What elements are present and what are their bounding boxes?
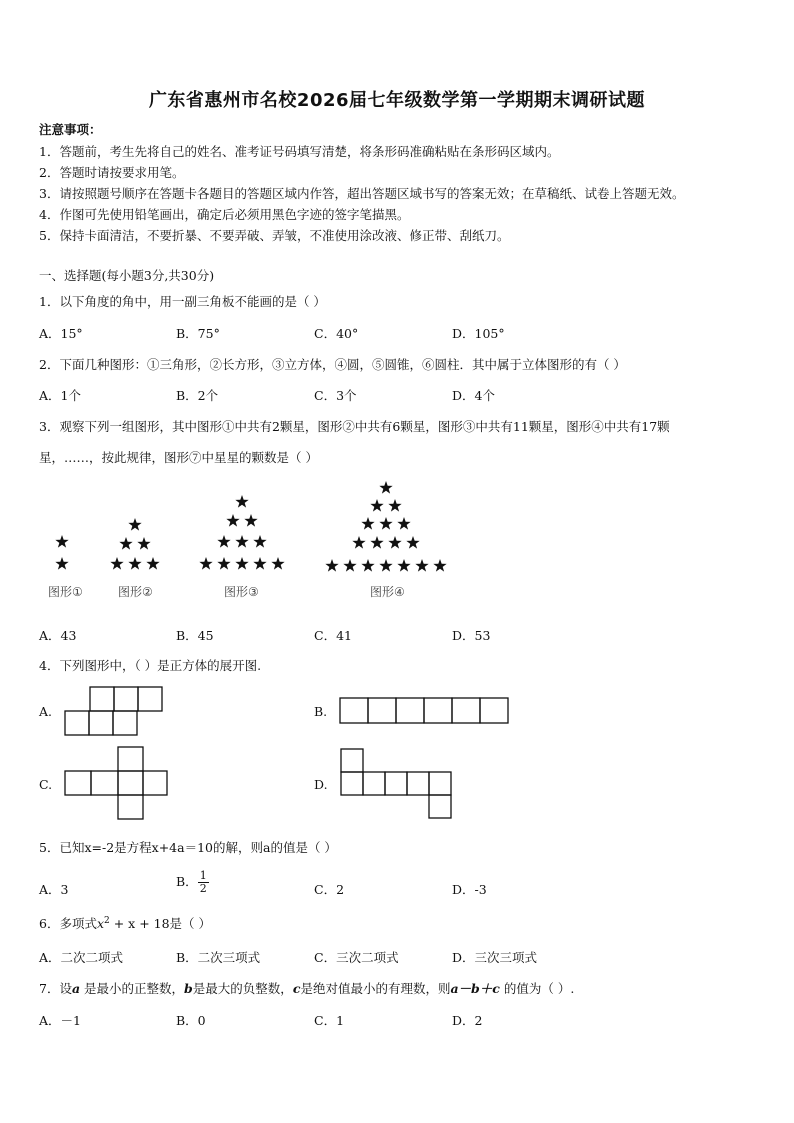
q1-option-b[interactable]: B．75° — [176, 326, 220, 341]
q5-option-b[interactable] — [176, 870, 209, 895]
figure-2-stars — [110, 518, 159, 570]
q7-var-a: a — [71, 981, 81, 996]
q6-option-d[interactable]: D．三次三项式 — [452, 950, 538, 965]
q4-option-a-label[interactable]: A. — [39, 704, 53, 719]
q5-option-d[interactable]: D．-3 — [452, 882, 487, 897]
question-4-stem: 4．下列图形中，（ ）是正方体的展开图. — [39, 658, 262, 673]
fraction-denominator: 2 — [199, 882, 207, 895]
q4-net-d — [340, 748, 456, 820]
q4-option-c-label[interactable]: C. — [39, 777, 53, 792]
notice-item: 5．保持卡面清洁，不要折暴、不要弄破、弄皱，不准使用涂改液、修正带、刮纸刀。 — [39, 228, 510, 243]
q7-option-d[interactable]: D．2 — [452, 1013, 483, 1028]
figure-1-stars — [55, 535, 68, 570]
fraction — [198, 870, 209, 895]
q7-text: 7．设 — [39, 981, 72, 996]
q3-option-a[interactable]: A．43 — [39, 628, 77, 643]
question-3-stem: 3．观察下列一组图形，其中图形①中共有2颗星，图形②中共有6颗星，图形③中共有11颗星，图形④中共有17颗 — [39, 419, 670, 434]
question-1-stem: 1．以下角度的角中，用一副三角板不能画的是（ ） — [39, 294, 326, 309]
q2-option-a[interactable]: A．1个 — [39, 388, 81, 403]
fraction-numerator: 1 — [199, 869, 207, 882]
notice-item: 4．作图可先使用铅笔画出，确定后必须用黑色字迹的签字笔描黑。 — [39, 207, 410, 222]
q6-expr-rest: + x + 18 — [109, 916, 170, 931]
q1-option-c[interactable]: C．40° — [314, 326, 359, 341]
q7-var-b: b — [184, 981, 193, 996]
q4-net-c — [64, 746, 168, 820]
figure-3-label: 图形③ — [224, 585, 259, 599]
figure-4-label: 图形④ — [370, 585, 405, 599]
section-heading: 一、选择题(每小题3分,共30分) — [39, 268, 215, 283]
page-title: 广东省惠州市名校2026届七年级数学第一学期期末调研试题 — [148, 90, 646, 111]
q6-expr-x: x — [96, 916, 105, 931]
q6-suffix: 是（ ） — [169, 916, 212, 931]
q3-option-c[interactable]: C．41 — [314, 628, 352, 643]
q7-option-b[interactable]: B．0 — [176, 1013, 206, 1028]
q7-text: 是绝对值最小的有理数，则 — [300, 981, 451, 996]
q2-option-b[interactable]: B．2个 — [176, 388, 219, 403]
q5-option-a[interactable]: A．3 — [39, 882, 69, 897]
q1-option-d[interactable]: D．105° — [452, 326, 505, 341]
q5-option-c[interactable]: C．2 — [314, 882, 345, 897]
q6-option-c[interactable]: C．三次二项式 — [314, 950, 399, 965]
q7-text: 的值为（ ）. — [499, 981, 575, 996]
notice-item: 2．答题时请按要求用笔。 — [39, 165, 185, 180]
question-5-stem: 5．已知x=-2是方程x+4a＝10的解，则a的值是（ ） — [39, 840, 337, 855]
question-2-stem: 2．下面几种图形：①三角形，②长方形，③立方体，④圆，⑤圆锥，⑥圆柱．其中属于立体图形的有（ ） — [39, 357, 626, 372]
q7-text: 是最小的正整数， — [80, 981, 185, 996]
figure-4-stars — [325, 481, 446, 572]
question-3-stem-line2: 星，……，按此规律，图形⑦中星星的颗数是（ ） — [39, 450, 318, 465]
notice-heading: 注意事项： — [39, 122, 102, 137]
figure-2-label: 图形② — [118, 585, 153, 599]
q5-option-b-label: B． — [176, 874, 198, 889]
q6-prefix: 6．多项式 — [39, 916, 97, 931]
q7-expression: a－b＋c — [450, 981, 500, 996]
q4-net-b — [339, 697, 511, 725]
figure-1-label: 图形① — [48, 585, 83, 599]
q7-option-a[interactable]: A．－1 — [39, 1013, 81, 1028]
q7-option-c[interactable]: C．1 — [314, 1013, 345, 1028]
q1-option-a[interactable]: A．15° — [39, 326, 83, 341]
q6-option-b[interactable]: B．二次三项式 — [176, 950, 261, 965]
notice-item: 1．答题前，考生先将自己的姓名、准考证号码填写清楚，将条形码准确粘贴在条形码区域内。 — [39, 144, 560, 159]
q3-option-d[interactable]: D．53 — [452, 628, 491, 643]
q4-option-b-label[interactable]: B. — [314, 704, 328, 719]
notice-item: 3．请按照题号顺序在答题卡各题目的答题区域内作答，超出答题区域书写的答案无效；在草稿纸、试卷上答题无效。 — [39, 186, 685, 201]
question-6-stem — [39, 914, 211, 932]
q7-text: 是最大的负整数， — [192, 981, 293, 996]
q7-var-c: c — [292, 981, 301, 996]
q3-option-b[interactable]: B．45 — [176, 628, 214, 643]
question-7-stem — [39, 979, 574, 997]
q2-option-c[interactable]: C．3个 — [314, 388, 357, 403]
figure-3-stars — [199, 495, 284, 570]
q2-option-d[interactable]: D．4个 — [452, 388, 495, 403]
q6-expr-sup: 2 — [104, 915, 110, 926]
q4-net-a — [64, 686, 166, 738]
q6-option-a[interactable]: A．二次二项式 — [39, 950, 124, 965]
q4-option-d-label[interactable]: D. — [314, 777, 328, 792]
